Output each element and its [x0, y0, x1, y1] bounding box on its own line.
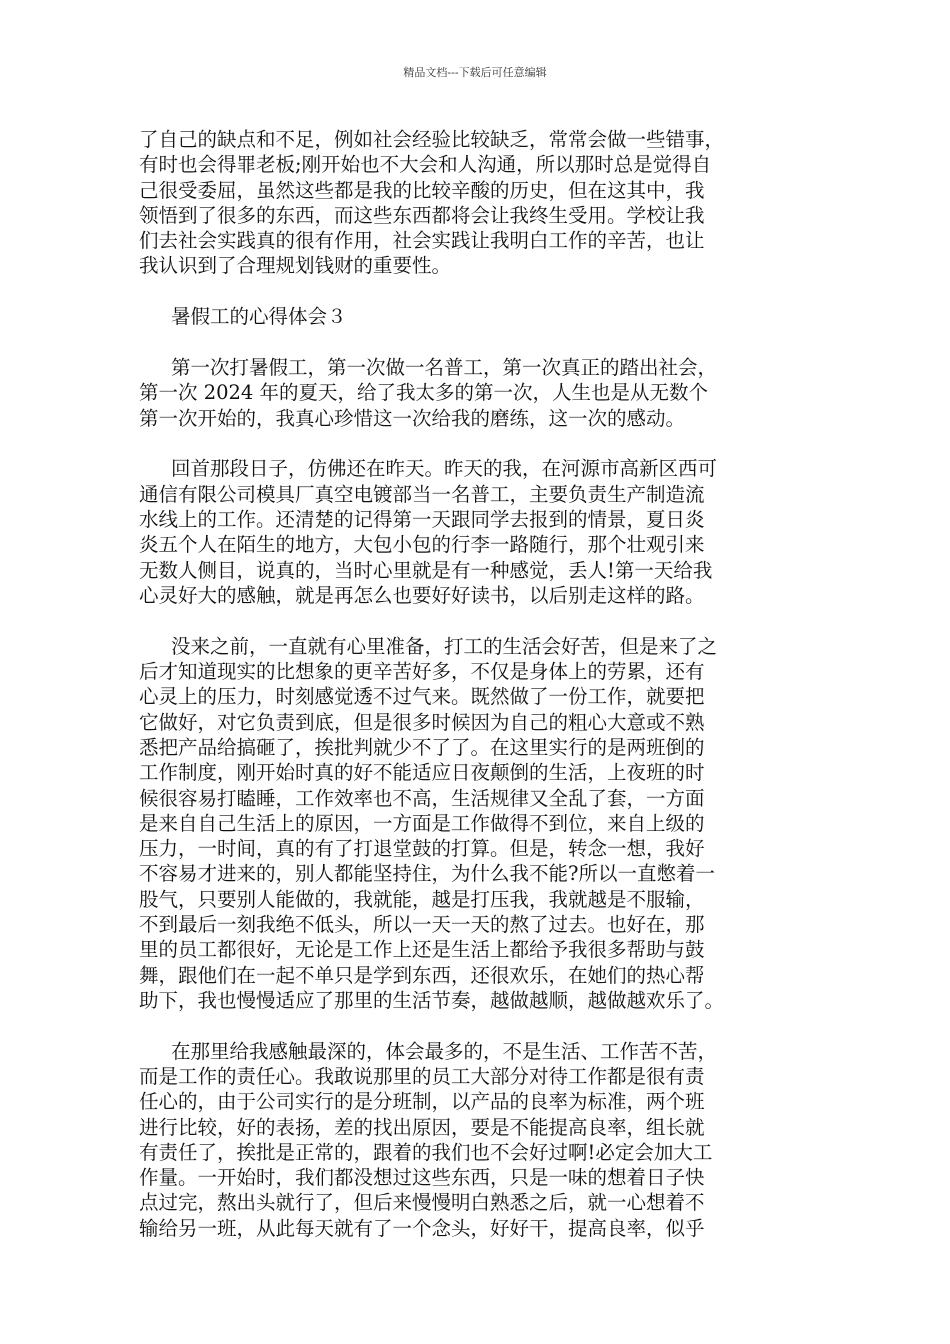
text-line: 不容易才进来的，别人都能坚持住，为什么我不能?所以一直憋着一	[139, 862, 715, 886]
text-line: 通信有限公司模具厂真空电镀部当一名普工，主要负责生产制造流	[139, 482, 705, 506]
text-line: 领悟到了很多的东西，而这些东西都将会让我终生受用。学校让我	[139, 203, 705, 227]
section-heading: 暑假工的心得体会３	[171, 305, 347, 329]
text-line: 不到最后一刻我绝不低头，所以一天一天的熬了过去。也好在，那	[139, 913, 705, 937]
text-line: 工作制度，刚开始时真的好不能适应日夜颠倒的生活，上夜班的时	[139, 761, 705, 785]
text-line: 心灵上的压力，时刻感觉透不过气来。既然做了一份工作，就要把	[139, 685, 705, 709]
text-line: 压力，一时间，真的有了打退堂鼓的打算。但是，转念一想，我好	[139, 837, 705, 861]
document-body	[139, 127, 809, 1241]
page-header: 精品文档---下载后可任意编辑	[403, 66, 547, 79]
text-line: 己很受委屈，虽然这些都是我的比较辛酸的历史，但在这其中，我	[139, 178, 705, 202]
text-line: 在那里给我感触最深的，体会最多的，不是生活、工作苦不苦，	[171, 1039, 718, 1063]
paragraph-5	[139, 1039, 809, 1241]
text-line: 第一次打暑假工，第一次做一名普工，第一次真正的踏出社会，	[171, 356, 718, 380]
text-line: 后才知道现实的比想象的更辛苦好多，不仅是身体上的劳累，还有	[139, 660, 705, 684]
text-line: 心灵好大的感触，就是再怎么也要好好读书，以后别走这样的路。	[139, 583, 705, 607]
paragraph-3	[139, 456, 809, 608]
text-line: 们去社会实践真的很有作用，社会实践让我明白工作的辛苦，也让	[139, 229, 705, 253]
text-line: 有责任了，挨批是正常的，跟着的我们也不会好过啊!必定会加大工	[139, 1140, 713, 1164]
paragraph-2	[139, 355, 809, 431]
text-line: 助下，我也慢慢适应了那里的生活节奏，越做越顺，越做越欢乐了。	[139, 988, 725, 1012]
text-line: 水线上的工作。还清楚的记得第一天跟同学去报到的情景，夏日炎	[139, 508, 705, 532]
paragraph-1	[139, 127, 809, 279]
text-line: 进行比较，好的表扬，差的找出原因，要是不能提高良率，组长就	[139, 1115, 705, 1139]
text-line: 是来自自己生活上的原因，一方面是工作做得不到位，来自上级的	[139, 811, 705, 835]
text-line: 任心的，由于公司实行的是分班制，以产品的良率为标准，两个班	[139, 1090, 705, 1114]
text-line: 无数人侧目，说真的，当时心里就是有一种感觉，丢人!第一天给我	[139, 558, 713, 582]
text-line: 悉把产品给搞砸了，挨批判就少不了了。在这里实行的是两班倒的	[139, 735, 705, 759]
text-line: 我认识到了合理规划钱财的重要性。	[139, 254, 452, 278]
text-line: 没来之前，一直就有心里准备，打工的生活会好苦，但是来了之	[171, 634, 718, 658]
text-line: 炎五个人在陌生的地方，大包小包的行李一路随行，那个壮观引来	[139, 533, 705, 557]
text-line: 有时也会得罪老板;刚开始也不大会和人沟通，所以那时总是觉得自	[139, 153, 712, 177]
text-line: 第一次开始的，我真心珍惜这一次给我的磨练，这一次的感动。	[139, 406, 686, 430]
text-line: 了自己的缺点和不足，例如社会经验比较缺乏，常常会做一些错事，	[139, 128, 725, 151]
text-line: 里的员工都很好，无论是工作上还是生活上都给予我很多帮助与鼓	[139, 938, 705, 962]
paragraph-4	[139, 634, 809, 1013]
text-line: 点过完，熬出头就行了，但后来慢慢明白熟悉之后，就一心想着不	[139, 1191, 705, 1215]
text-line: 第一次 2024 年的夏天，给了我太多的第一次，人生也是从无数个	[139, 381, 709, 405]
text-line: 作量。一开始时，我们都没想过这些东西，只是一味的想着日子快	[139, 1166, 705, 1190]
text-line: 输给另一班，从此每天就有了一个念头，好好干，提高良率，似乎	[139, 1216, 705, 1240]
text-line: 候很容易打瞌睡，工作效率也不高，生活规律又全乱了套，一方面	[139, 786, 705, 810]
text-line: 而是工作的责任心。我敢说那里的员工大部分对待工作都是很有责	[139, 1065, 705, 1088]
text-line: 股气，只要别人能做的，我就能，越是打压我，我就越是不服输，	[139, 887, 705, 911]
text-line: 舞，跟他们在一起不单只是学到东西，还很欢乐，在她们的热心帮	[139, 963, 705, 987]
text-line: 回首那段日子，仿佛还在昨天。昨天的我，在河源市高新区西可	[171, 457, 718, 481]
text-line: 它做好，对它负责到底，但是很多时候因为自己的粗心大意或不熟	[139, 710, 705, 734]
